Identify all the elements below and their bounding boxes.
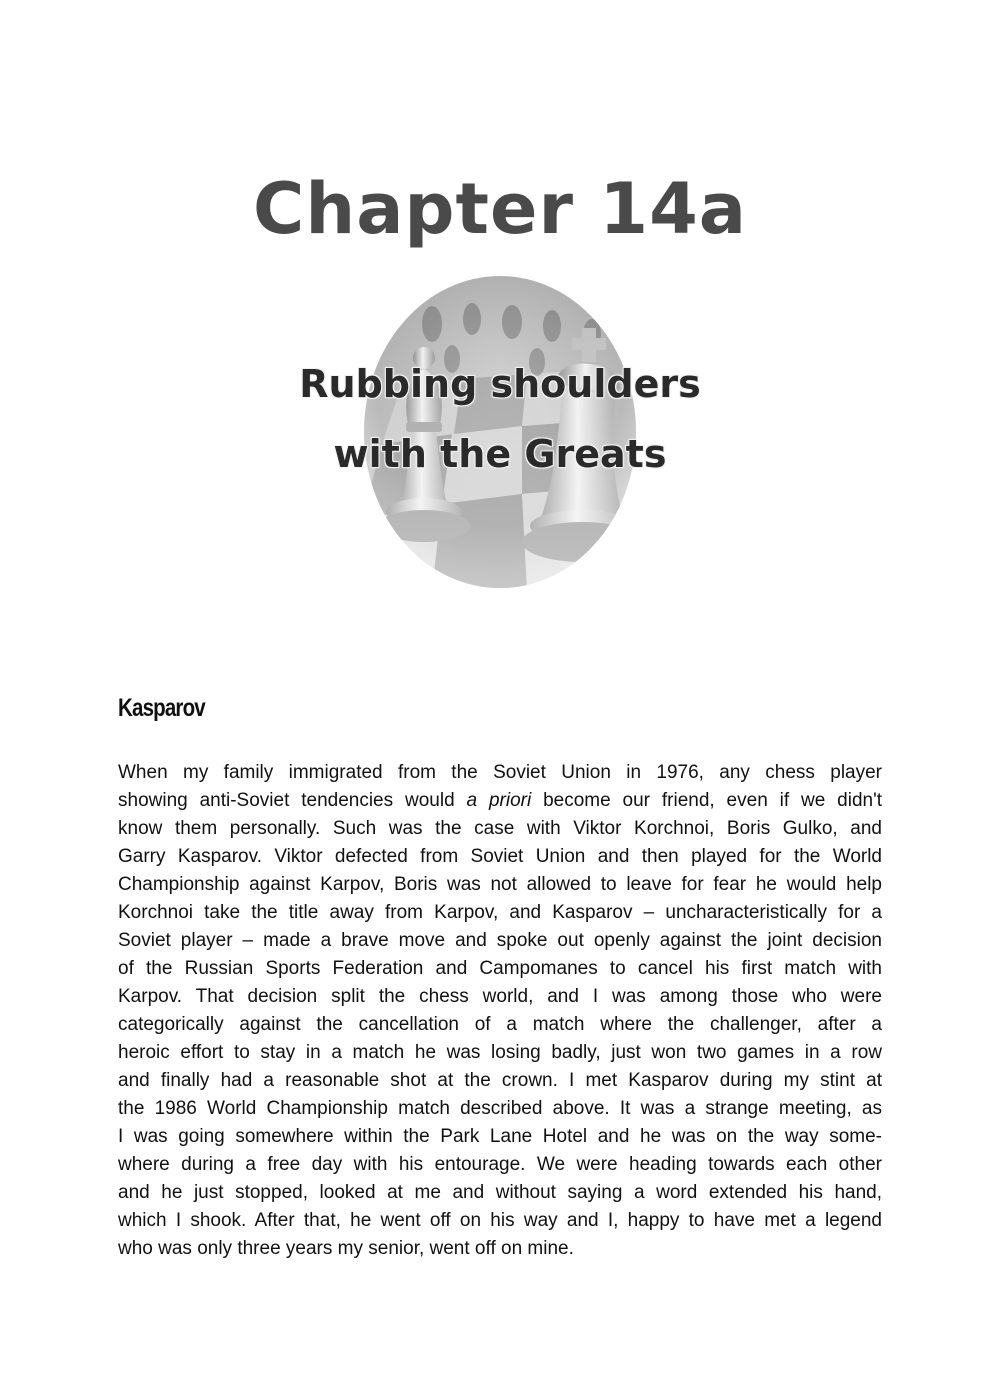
- line-text: become our friend, even if we didn't: [531, 790, 882, 811]
- line-text: Karpov. That decision split the chess world, and I was among those who were: [118, 986, 882, 1007]
- line-text: which I shook. After that, he went off on his way and I, happy to have met a legend: [118, 1210, 882, 1231]
- italic-phrase: a priori: [466, 790, 532, 811]
- line-text: know them personally. Such was the case with Viktor Korchnoi, Boris Gulko, and: [118, 818, 882, 839]
- line-text: categorically against the cancellation of a match where the challenger, after a: [118, 1014, 882, 1035]
- paragraph-line: [118, 1151, 882, 1179]
- paragraph-line: [118, 899, 882, 927]
- paragraph-line: [118, 1039, 882, 1067]
- section-heading: Kasparov: [118, 694, 205, 722]
- paragraph-line: [118, 1179, 882, 1207]
- line-text: of the Russian Sports Federation and Campomanes to cancel his first match with: [118, 958, 882, 979]
- paragraph-line: [118, 1235, 882, 1263]
- paragraph-line: [118, 1067, 882, 1095]
- paragraph-line: [118, 983, 882, 1011]
- paragraph-line: [118, 1011, 882, 1039]
- chapter-subtitle-line-1: Rubbing shoulders: [299, 362, 701, 406]
- line-text: When my family immigrated from the Soviet Union in 1976, any chess player: [118, 762, 882, 783]
- body-paragraph: [118, 759, 882, 1263]
- line-text: Korchnoi take the title away from Karpov, and Kasparov – uncharacteristically for a: [118, 902, 882, 923]
- line-text: the 1986 World Championship match described above. It was a strange meeting, as: [118, 1098, 882, 1119]
- paragraph-line: [118, 1095, 882, 1123]
- paragraph-line: [118, 815, 882, 843]
- paragraph-line: [118, 1123, 882, 1151]
- paragraph-line: [118, 927, 882, 955]
- paragraph-line: [118, 787, 882, 815]
- line-text: who was only three years my senior, went off on mine.: [118, 1238, 574, 1259]
- line-text: Soviet player – made a brave move and spoke out openly against the joint decision: [118, 930, 882, 951]
- chapter-title: Chapter 14a: [252, 168, 748, 250]
- line-text: heroic effort to stay in a match he was losing badly, just won two games in a row: [118, 1042, 882, 1063]
- paragraph-line: [118, 871, 882, 899]
- line-text: Garry Kasparov. Viktor defected from Soviet Union and then played for the World: [118, 846, 882, 867]
- line-text: showing anti-Soviet tendencies would: [118, 790, 467, 811]
- line-text: where during a free day with his entourage. We were heading towards each other: [118, 1154, 882, 1175]
- paragraph-line: [118, 759, 882, 787]
- line-text: and he just stopped, looked at me and without saying a word extended his hand,: [118, 1182, 882, 1203]
- line-text: and finally had a reasonable shot at the crown. I met Kasparov during my stint at: [118, 1070, 882, 1091]
- line-text: I was going somewhere within the Park Lane Hotel and he was on the way some-: [118, 1126, 882, 1147]
- paragraph-line: [118, 843, 882, 871]
- paragraph-line: [118, 1207, 882, 1235]
- chapter-subtitle-line-2: with the Greats: [333, 432, 667, 476]
- paragraph-line: [118, 955, 882, 983]
- line-text: Championship against Karpov, Boris was not allowed to leave for fear he would help: [118, 874, 882, 895]
